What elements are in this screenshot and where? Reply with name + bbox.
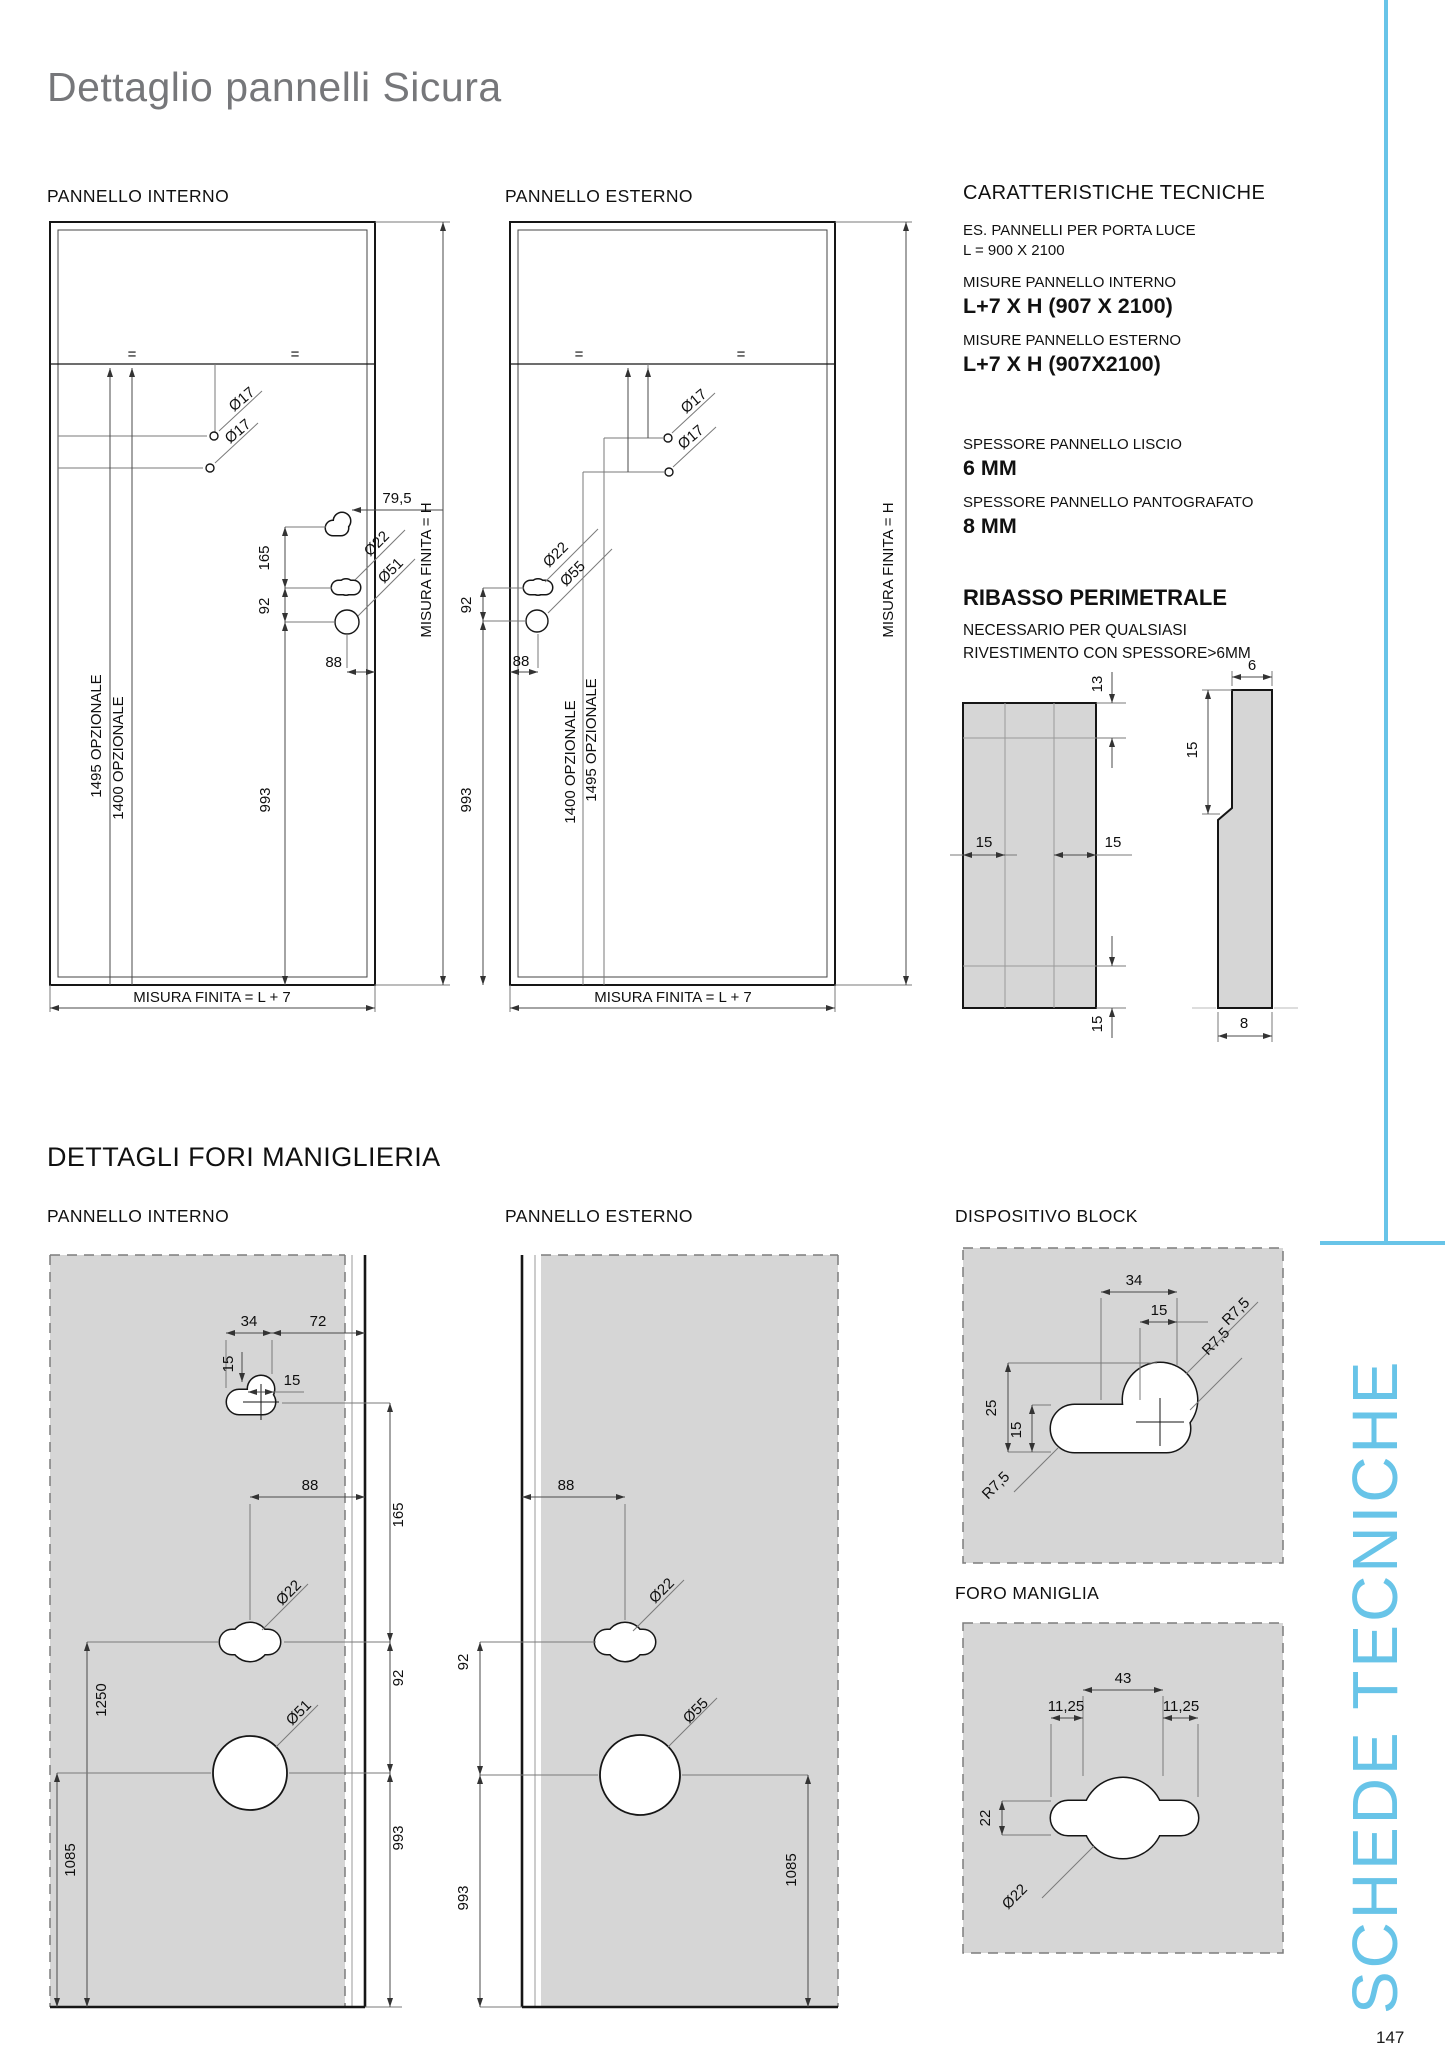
specs-liscio-value: 6 MM — [963, 456, 1017, 480]
equal-mark: = — [290, 346, 300, 363]
drawing-pannello-esterno-top — [458, 222, 912, 1012]
drawing-dispositivo-block — [963, 1248, 1283, 1563]
dim-label-993: 993 — [455, 1885, 472, 1911]
cylinder-hole-o51 — [335, 610, 359, 634]
specs-mis-est-label: MISURE PANNELLO ESTERNO — [963, 332, 1182, 349]
dim-label-1125: 11,25 — [1162, 1698, 1200, 1715]
dim-label-795: 79,5 — [382, 490, 412, 507]
dim-label-o51: Ø51 — [282, 1696, 315, 1729]
accent-horizontal-rule — [1320, 1241, 1445, 1245]
handle-hole-small — [332, 580, 360, 595]
dim-label-o55: Ø55 — [556, 557, 589, 590]
dim-label-15: 15 — [1150, 1302, 1168, 1319]
dim-label-22: 22 — [977, 1809, 994, 1827]
drawing-foro-maniglia — [963, 1623, 1283, 1953]
dim-label-misura-h: MISURA FINITA = H — [418, 502, 435, 638]
dim-label-o51: Ø51 — [374, 554, 407, 587]
dim-label-o17: Ø17 — [221, 415, 255, 448]
label-pannello-interno-top: PANNELLO INTERNO — [47, 186, 230, 206]
dim-label-6: 6 — [1247, 657, 1257, 674]
dim-label-8: 8 — [1239, 1015, 1249, 1032]
ribasso-profile — [1218, 690, 1272, 1008]
dim-label-1400-opzionale: 1400 OPZIONALE — [562, 700, 579, 824]
dim-label-88: 88 — [512, 653, 530, 670]
dim-label-43: 43 — [1114, 1670, 1132, 1687]
caratteristiche-tecniche-block — [963, 182, 1403, 551]
drawing-pannello-interno-top — [50, 222, 450, 1012]
dim-label-92: 92 — [458, 596, 475, 614]
dim-label-misura-h: MISURA FINITA = H — [880, 502, 897, 638]
specs-panto-label: SPESSORE PANNELLO PANTOGRAFATO — [963, 494, 1254, 511]
dim-label-88: 88 — [301, 1477, 319, 1494]
dim-label-1125: 11,25 — [1047, 1698, 1085, 1715]
dim-label-o22: Ø22 — [272, 1576, 305, 1609]
dim-label-1495-opzionale: 1495 OPZIONALE — [88, 674, 105, 798]
dim-label-15: 15 — [283, 1372, 301, 1389]
ribasso-heading: RIBASSO PERIMETRALE — [963, 585, 1228, 610]
specs-es-line2: L = 900 X 2100 — [963, 242, 1065, 259]
dim-label-o22: Ø22 — [539, 538, 572, 571]
dim-label-r75: R7,5 — [978, 1468, 1014, 1503]
dim-label-88: 88 — [325, 654, 342, 671]
dim-label-34: 34 — [240, 1313, 258, 1330]
dim-label-15: 15 — [1089, 1015, 1106, 1033]
drawing-fori-interno — [50, 1255, 407, 2007]
dim-label-15: 15 — [1104, 834, 1122, 851]
dim-label-o22: Ø22 — [360, 527, 393, 560]
dim-label-misura-l: MISURA FINITA = L + 7 — [594, 989, 752, 1006]
accent-vertical-rule — [1384, 0, 1388, 1243]
cylinder-hole-o55 — [526, 610, 548, 632]
specs-mis-int-value: L+7 X H (907 X 2100) — [963, 294, 1173, 318]
label-pannello-esterno-bottom: PANNELLO ESTERNO — [505, 1206, 693, 1226]
dim-label-34: 34 — [1125, 1272, 1143, 1289]
equal-mark: = — [574, 346, 584, 363]
side-label-schede-tecniche: SCHEDE TECNICHE — [1339, 1358, 1411, 2014]
dim-label-o22: Ø22 — [645, 1574, 678, 1607]
dim-label-993: 993 — [390, 1825, 407, 1851]
dim-label-1400-opzionale: 1400 OPZIONALE — [110, 696, 127, 820]
dim-label-1495-opzionale: 1495 OPZIONALE — [583, 678, 600, 802]
dim-label-88: 88 — [557, 1477, 575, 1494]
page-title: Dettaglio pannelli Sicura — [47, 64, 502, 110]
dim-label-o17: Ø17 — [677, 385, 711, 418]
dim-label-13: 13 — [1089, 675, 1106, 693]
dim-label-r75: R7,5 — [1218, 1294, 1254, 1329]
handle-hole-small — [524, 580, 552, 595]
dim-label-1085: 1085 — [62, 1843, 79, 1877]
specs-es-line1: ES. PANNELLI PER PORTA LUCE — [963, 222, 1196, 239]
drawing-fori-esterno — [455, 1255, 838, 2007]
specs-mis-est-value: L+7 X H (907X2100) — [963, 352, 1161, 376]
block-device-hole-small — [326, 513, 350, 535]
specs-heading: CARATTERISTICHE TECNICHE — [963, 182, 1266, 204]
label-pannello-esterno-top: PANNELLO ESTERNO — [505, 186, 693, 206]
dim-label-92: 92 — [256, 597, 273, 615]
dim-label-165: 165 — [390, 1502, 407, 1528]
ribasso-sub2: RIVESTIMENTO CON SPESSORE>6MM — [963, 645, 1251, 662]
ribasso-sub1: NECESSARIO PER QUALSIASI — [963, 622, 1187, 639]
dim-label-misura-l: MISURA FINITA = L + 7 — [133, 989, 291, 1006]
page-number: 147 — [1376, 2028, 1405, 2047]
dim-label-1085: 1085 — [783, 1853, 800, 1887]
dim-label-15: 15 — [220, 1355, 237, 1373]
equal-mark: = — [127, 346, 137, 363]
equal-mark: = — [736, 346, 746, 363]
label-dispositivo-block: DISPOSITIVO BLOCK — [955, 1206, 1138, 1226]
dim-label-993: 993 — [257, 787, 274, 813]
dim-label-o17: Ø17 — [674, 421, 708, 454]
label-foro-maniglia: FORO MANIGLIA — [955, 1583, 1100, 1603]
dim-label-165: 165 — [256, 545, 273, 571]
dim-label-72: 72 — [309, 1313, 327, 1330]
dim-label-92: 92 — [455, 1653, 472, 1671]
specs-liscio-label: SPESSORE PANNELLO LISCIO — [963, 436, 1182, 453]
dim-label-o22: Ø22 — [998, 1880, 1031, 1913]
dim-label-1250: 1250 — [93, 1683, 110, 1717]
dim-label-993: 993 — [458, 787, 475, 813]
dim-label-o17: Ø17 — [225, 383, 259, 416]
dim-label-15: 15 — [1184, 741, 1201, 759]
dim-label-r75: R7,5 — [1198, 1324, 1234, 1359]
ribasso-perimetrale-block — [963, 585, 1383, 665]
drawing-ribasso-perimetrale — [950, 657, 1298, 1042]
specs-mis-int-label: MISURE PANNELLO INTERNO — [963, 274, 1177, 291]
cylinder-hole-o51 — [213, 1736, 287, 1810]
dim-label-25: 25 — [983, 1399, 1000, 1417]
dim-label-92: 92 — [390, 1669, 407, 1687]
dim-label-15: 15 — [1008, 1421, 1025, 1439]
section-heading-fori-maniglieria: DETTAGLI FORI MANIGLIERIA — [47, 1142, 441, 1172]
dim-label-15: 15 — [975, 834, 993, 851]
label-pannello-interno-bottom: PANNELLO INTERNO — [47, 1206, 230, 1226]
specs-panto-value: 8 MM — [963, 514, 1017, 538]
dim-label-o55: Ø55 — [679, 1694, 712, 1727]
